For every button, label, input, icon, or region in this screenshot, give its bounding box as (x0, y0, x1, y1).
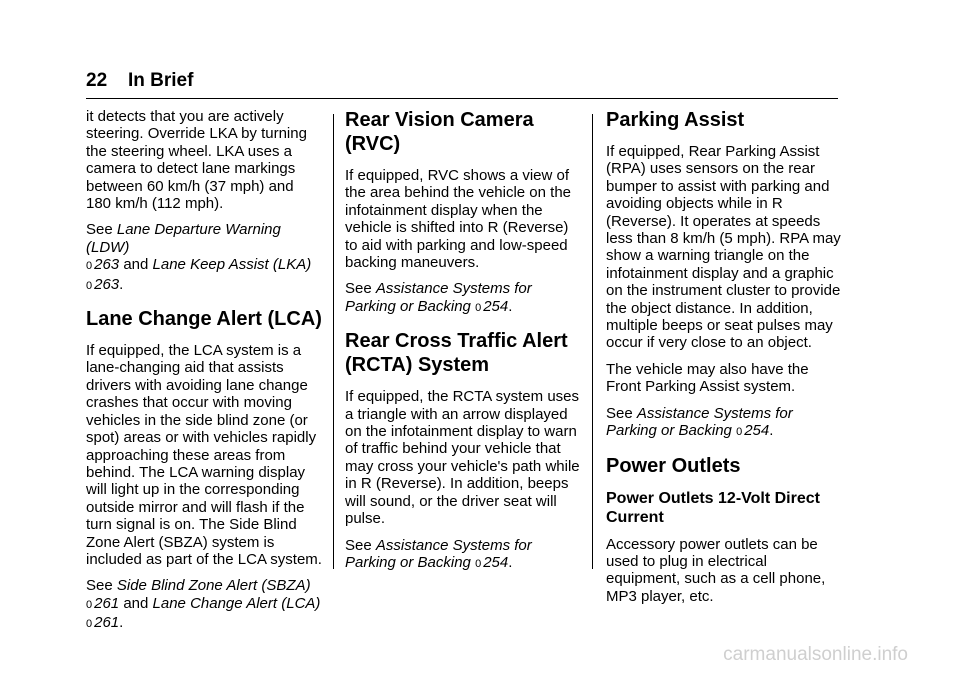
page-ref-icon: 0 (86, 260, 93, 273)
lka-continued-paragraph: it detects that you are actively steering. Override LKA by turning the steering wheel. LKA uses a camera to detect lane markings between 60 km/h (37 mph) and 180 km/h (112 mph). (86, 108, 307, 213)
heading-parking-assist: Parking Assist (606, 109, 745, 131)
sbza-link[interactable]: Side Blind Zone Alert (SBZA) (116, 577, 311, 595)
column-2 (345, 108, 581, 582)
page-header (86, 70, 193, 92)
heading-rear-vision-camera: Rear Vision Camera (RVC) (345, 109, 534, 155)
header-rule (86, 98, 838, 99)
sbza-page-link[interactable]: 261 (94, 594, 120, 612)
parking-backing-link[interactable]: Assistance Systems for Parking or Backing (345, 280, 532, 315)
ldw-link[interactable]: Lane Departure Warning (LDW) (86, 221, 281, 256)
lca-link[interactable]: Lane Change Alert (LCA) (152, 594, 321, 612)
parking-backing-link[interactable]: Assistance Systems for Parking or Backing (345, 536, 532, 571)
parking-backing-page-link[interactable]: 254 (483, 553, 509, 571)
heading-power-outlets-12v: Power Outlets 12-Volt Direct Current (606, 489, 820, 526)
front-parking-assist-paragraph: The vehicle may also have the Front Parking Assist system. (606, 360, 809, 396)
lka-link[interactable]: Lane Keep Assist (LKA) (152, 256, 312, 274)
rvc-paragraph: If equipped, RVC shows a view of the area behind the vehicle on the infotainment display when the vehicle is shifted into R (Reverse) to aid with parking and low-speed backing maneuvers. (345, 167, 572, 272)
parking-assist-reference: See Assistance Systems for Parking or Backing 0 254. (606, 404, 793, 440)
parking-backing-link[interactable]: Assistance Systems for Parking or Backing (606, 404, 793, 440)
parking-backing-page-link[interactable]: 254 (483, 297, 509, 315)
ldw-lka-reference: See Lane Departure Warning (LDW) 0 263 and Lane Keep Assist (LKA) 0 263. (86, 221, 312, 293)
column-1 (86, 108, 322, 643)
rcta-paragraph: If equipped, the RCTA system uses a triangle with an arrow displayed on the infotainment display to warn of traffic behind your vehicle that may cross your vehicle's path while in R (Reverse). In addition, beeps will sound, or the driver seat will pulse. (345, 388, 580, 528)
heading-lane-change-alert: Lane Change Alert (LCA) (86, 308, 322, 331)
column-divider-1 (333, 114, 334, 569)
lka-page-link[interactable]: 263 (94, 275, 120, 293)
page-number: 22 (86, 70, 108, 91)
heading-rear-cross-traffic-alert: Rear Cross Traffic Alert (RCTA) System (345, 330, 568, 377)
sbza-lca-reference: See Side Blind Zone Alert (SBZA) 0 261 and Lane Change Alert (LCA) 0 261. (86, 577, 321, 632)
lca-paragraph: If equipped, the LCA system is a lane-changing aid that assists drivers with avoiding lane change crashes that occur with moving vehicles in the side blind zone (or spot) areas or with vehicles rapidly approaching these areas from behind. The LCA warning display will light up in the corresponding outside mirror and will flash if the turn signal is on. The Side Blind Zone Alert (SBZA) system is included as part of the LCA system. (86, 342, 322, 568)
heading-power-outlets: Power Outlets (606, 454, 741, 477)
watermark: carmanualsonline.info (723, 644, 908, 665)
lca-page-link[interactable]: 261 (94, 614, 120, 632)
page-ref-icon: 0 (475, 557, 482, 570)
parking-backing-page-link[interactable]: 254 (744, 422, 770, 440)
column-3 (606, 108, 842, 614)
page-ref-icon: 0 (86, 618, 93, 631)
parking-assist-paragraph: If equipped, Rear Parking Assist (RPA) uses sensors on the rear bumper to assist with parking and avoiding objects while in R (Reverse). It operates at speeds less than 8 km/h (5 mph). RPA may show a warning triangle on the infotainment display and a graphic on the instrument cluster to provide the object distance. In addition, multiple beeps or seat pulses may occur if very close to an object. (606, 143, 841, 352)
rcta-reference: See Assistance Systems for Parking or Backing 0 254. (345, 536, 532, 571)
page-ref-icon: 0 (736, 426, 743, 439)
page-ref-icon: 0 (86, 598, 93, 611)
page-ref-icon: 0 (86, 279, 93, 292)
rvc-reference: See Assistance Systems for Parking or Backing 0 254. (345, 280, 532, 315)
section-title: In Brief (128, 70, 194, 91)
power-outlets-paragraph: Accessory power outlets can be used to plug in electrical equipment, such as a cell phone, MP3 player, etc. (606, 535, 826, 605)
column-divider-2 (592, 114, 593, 569)
ldw-page-link[interactable]: 263 (94, 256, 120, 274)
page-ref-icon: 0 (475, 301, 482, 314)
